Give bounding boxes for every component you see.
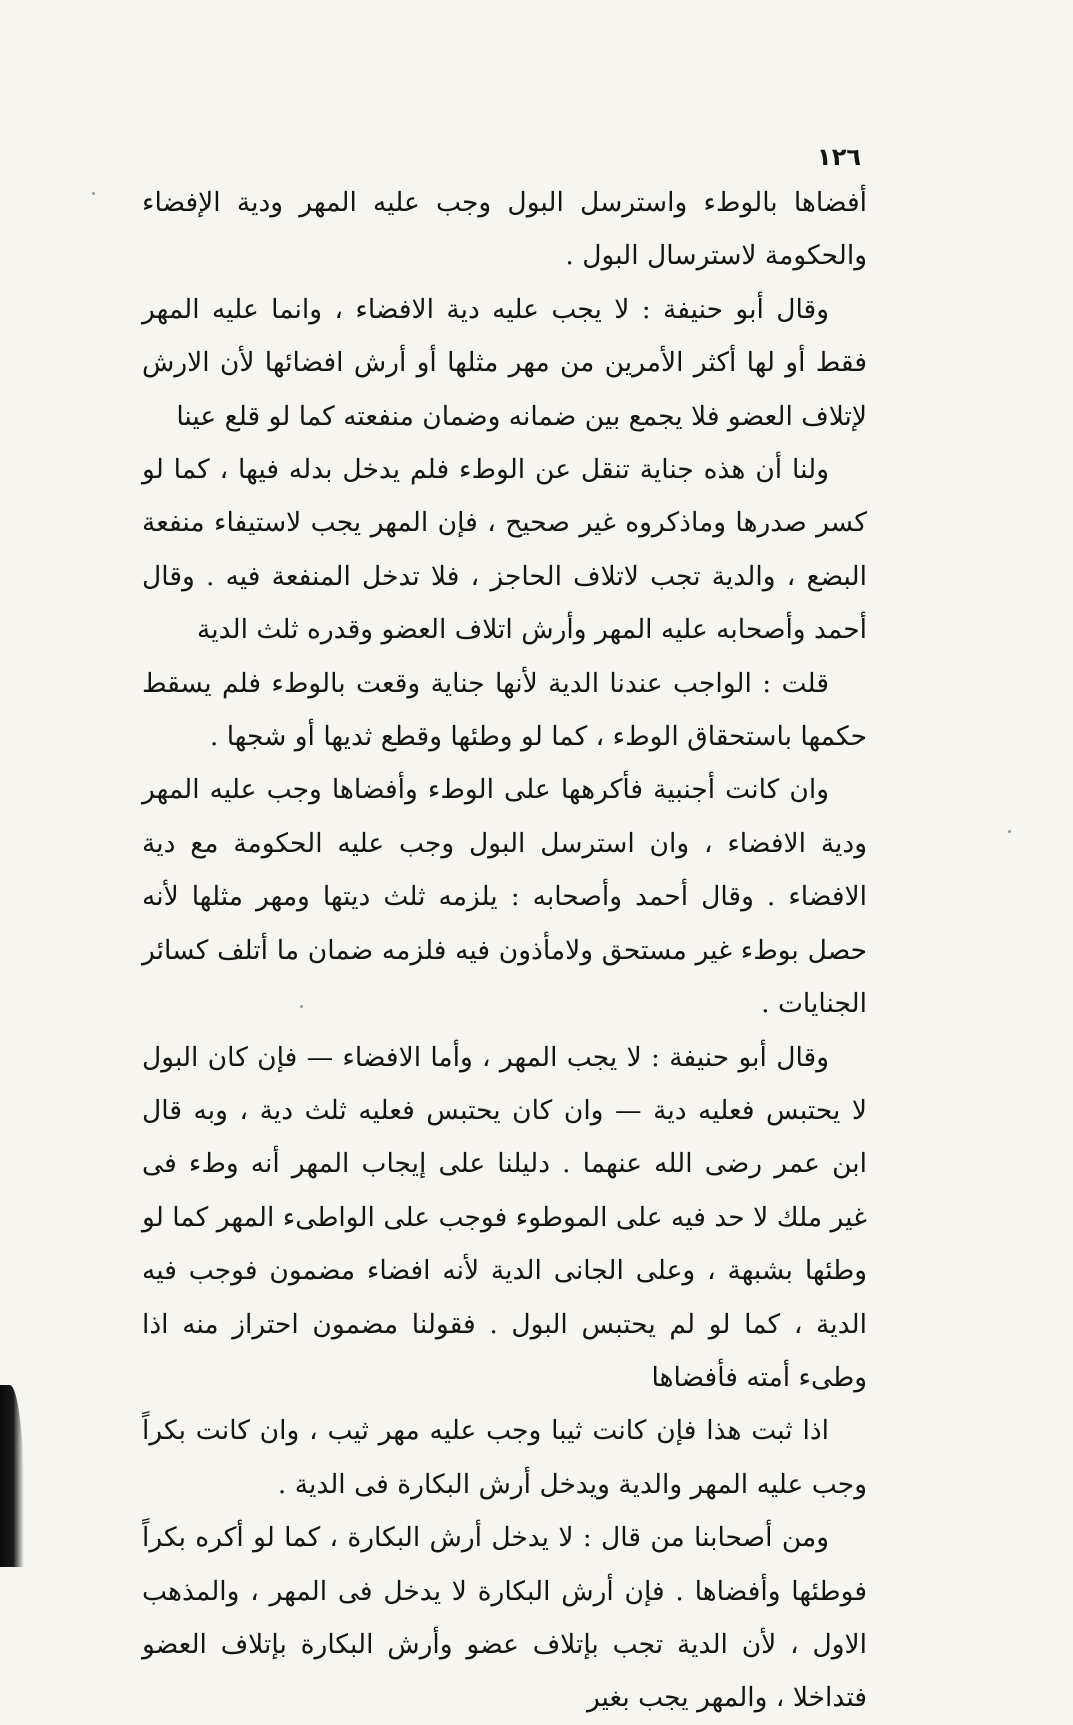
paragraph: وان كانت أجنبية فأكرهها على الوطء وأفضاها وجب عليه المهر ودية الافضاء ، وان استرسل البول وجب عليه الحكومة مع دية الافضاء . وقال أحمد وأصحابه : يلزمه ثلث ديتها ومهر مثلها لأنه حصل بوطء غير مستحق ولامأذون فيه فلزمه ضمان ما أتلف كسائر الجنايات . <box>142 774 867 1020</box>
paragraph: وقال أبو حنيفة : لا يجب عليه دية الافضاء ، وانما عليه المهر فقط أو لها أكثر الأمرين من مهر مثلها أو أرش افضائها لأن الارش لإتلاف العضو فلا يجمع بين ضمانه وضمان منفعته كما لو قلع عينا <box>142 293 867 432</box>
paragraph: ومن أصحابنا من قال : لا يدخل أرش البكارة ، كما لو أكره بكراً فوطئها وأفضاها . فإن أرش البكارة لا يدخل فى المهر ، والمذهب الاول ، لأن الدية تجب بإتلاف عضو وأرش البكارة بإتلاف العضو فتداخلا ، والمهر يجب بغير <box>142 1522 867 1714</box>
paper-speck <box>300 1005 303 1008</box>
paragraph: أفضاها بالوطء واسترسل البول وجب عليه المهر ودية الإفضاء والحكومة لاسترسال البول . <box>142 187 867 272</box>
paper-speck <box>1008 830 1011 833</box>
binding-shadow <box>0 1385 24 1567</box>
paragraph: قلت : الواجب عندنا الدية لأنها جناية وقعت بالوطء فلم يسقط حكمها باستحقاق الوطء ، كما لو وطئها وقطع ثديها أو شجها . <box>142 667 867 753</box>
page-number: ١٢٦ <box>817 143 861 171</box>
paragraph: اذا ثبت هذا فإن كانت ثيبا وجب عليه مهر ثيب ، وان كانت بكراً وجب عليه المهر والدية ويدخل أرش البكارة فى الدية . <box>142 1415 867 1500</box>
paragraph: ولنا أن هذه جناية تنقل عن الوطء فلم يدخل بدله فيها ، كما لو كسر صدرها وماذكروه غير صحيح ، فإن المهر يجب لاستيفاء منفعة البضع ، والدية تجب لاتلاف الحاجز ، فلا تدخل المنفعة فيه . وقال أحمد وأصحابه عليه المهر وأرش اتلاف العضو وقدره ثلث الدية <box>142 454 867 646</box>
paragraph: وقال أبو حنيفة : لا يجب المهر ، وأما الافضاء — فإن كان البول لا يحتبس فعليه دية — وان كان يحتبس فعليه ثلث دية ، وبه قال ابن عمر رضى الله عنهما . دليلنا على إيجاب المهر أنه وطء فى غير ملك لا حد فيه على الموطوء فوجب على الواطىء المهر كما لو وطئها بشبهة ، وعلى الجانى الدية لأنه افضاء مضمون فوجب فيه الدية ، كما لو لم يحتبس البول . فقولنا مضمون احتراز منه اذا وطىء أمته فأفضاها <box>142 1041 867 1393</box>
paper-speck <box>92 192 95 195</box>
body-text <box>142 176 867 1725</box>
